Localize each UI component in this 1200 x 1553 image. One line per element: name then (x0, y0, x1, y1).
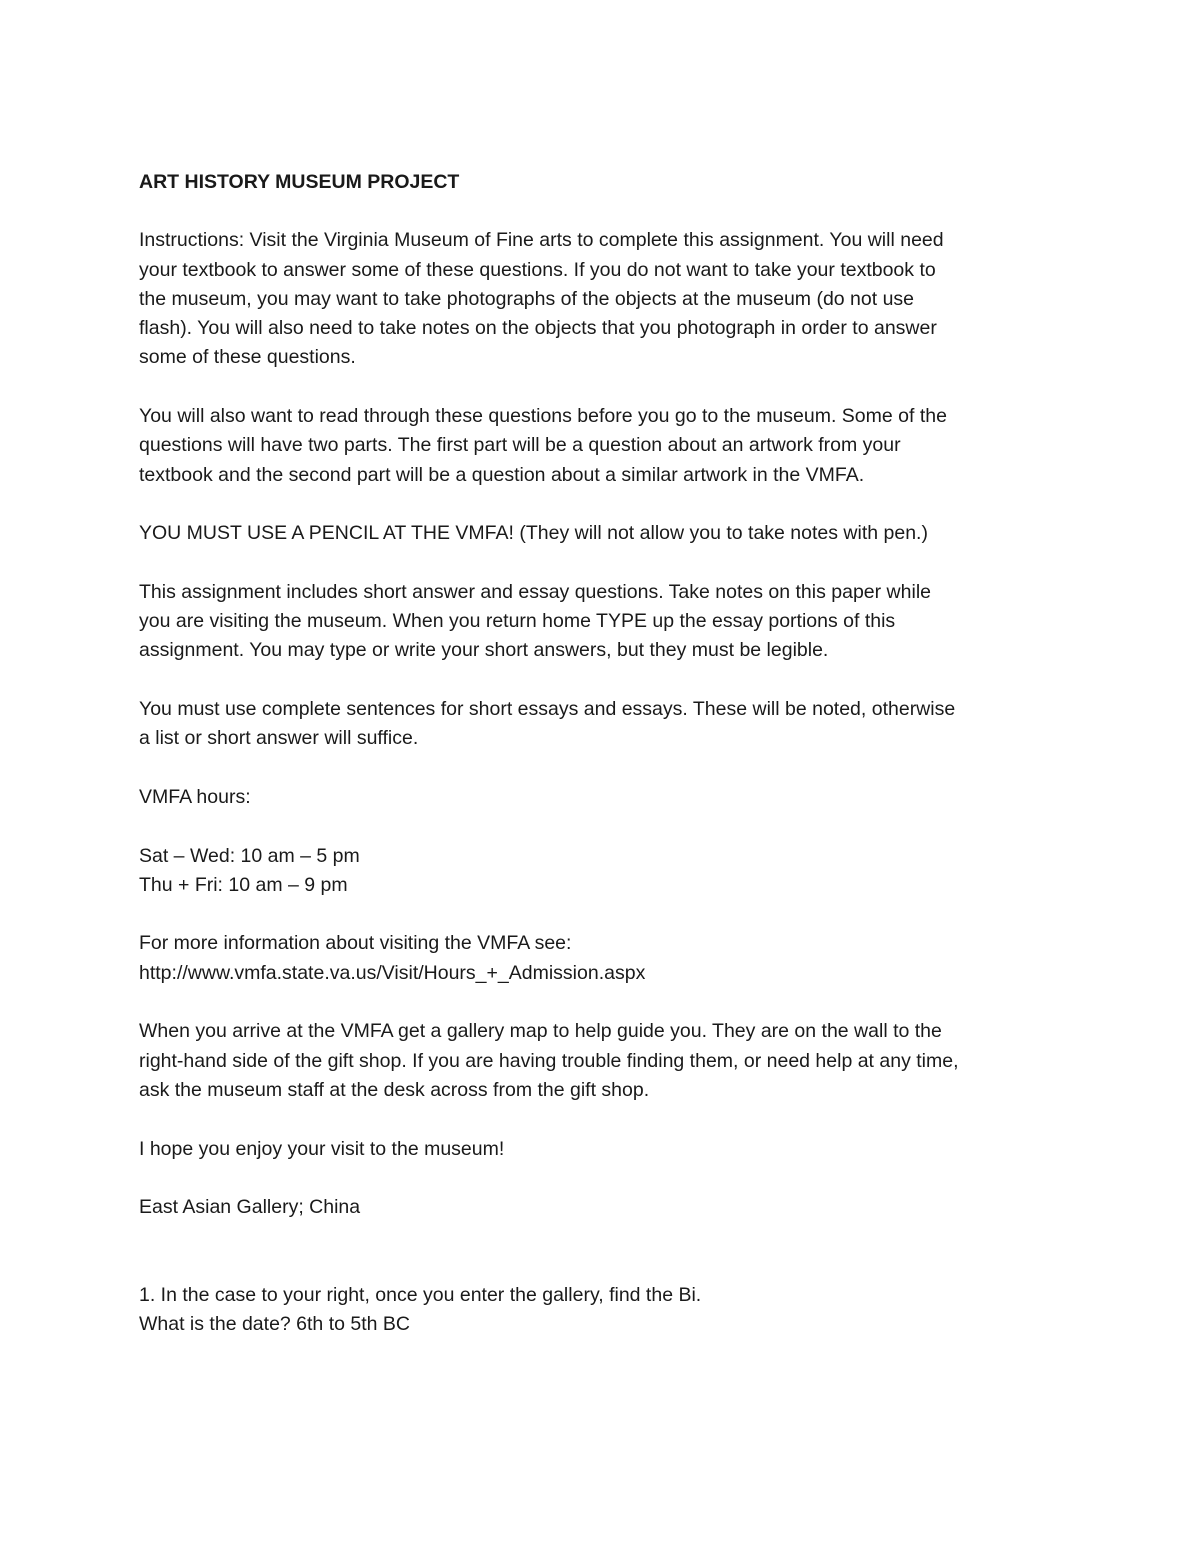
document-content (139, 168, 1069, 1369)
info-paragraph (139, 929, 1069, 988)
hours-line: Thu + Fri: 10 am – 9 pm (139, 873, 348, 896)
enjoy-text: I hope you enjoy your visit to the museum! (139, 1137, 505, 1160)
instructions-paragraph (139, 226, 1069, 372)
text-line: a list or short answer will suffice. (139, 727, 419, 750)
assignment-paragraph (139, 578, 1069, 666)
hours-list (139, 842, 1069, 901)
text-line: assignment. You may type or write your short answers, but they must be legible. (139, 639, 829, 662)
text-line: flash). You will also need to take notes on the objects that you photograph in order to answer (139, 317, 937, 340)
question-1 (139, 1281, 1069, 1340)
text-line: Instructions: Visit the Virginia Museum of Fine arts to complete this assignment. You will need (139, 229, 944, 252)
question-answer: What is the date? 6th to 5th BC (139, 1313, 410, 1336)
hours-line: Sat – Wed: 10 am – 5 pm (139, 844, 360, 867)
text-line: questions will have two parts. The first part will be a question about an artwork from your (139, 434, 901, 457)
text-line: You must use complete sentences for short essays and essays. These will be noted, otherwise (139, 698, 956, 721)
read-paragraph (139, 402, 1069, 490)
arrive-paragraph (139, 1017, 1069, 1105)
hours-heading: VMFA hours: (139, 785, 251, 808)
page-title: ART HISTORY MUSEUM PROJECT (139, 171, 460, 193)
question-text: 1. In the case to your right, once you enter the gallery, find the Bi. (139, 1283, 702, 1306)
sentences-paragraph (139, 695, 1069, 754)
text-line: textbook and the second part will be a question about a similar artwork in the VMFA. (139, 463, 865, 486)
spacer (139, 1252, 1069, 1281)
text-line: the museum, you may want to take photographs of the objects at the museum (do not use (139, 287, 915, 310)
text-line: When you arrive at the VMFA get a gallery map to help guide you. They are on the wall to the (139, 1020, 942, 1043)
text-line: This assignment includes short answer and essay questions. Take notes on this paper while (139, 580, 931, 603)
text-line: right-hand side of the gift shop. If you are having trouble finding them, or need help at any time, (139, 1049, 959, 1072)
text-line: ask the museum staff at the desk across from the gift shop. (139, 1078, 650, 1101)
info-url: http://www.vmfa.state.va.us/Visit/Hours_+_Admission.aspx (139, 961, 646, 984)
text-line: You will also want to read through these questions before you go to the museum. Some of the (139, 405, 947, 428)
text-line: some of these questions. (139, 346, 356, 369)
pencil-note: YOU MUST USE A PENCIL AT THE VMFA! (They will not allow you to take notes with pen.) (139, 522, 928, 545)
info-text: For more information about visiting the VMFA see: (139, 932, 572, 955)
text-line: you are visiting the museum. When you return home TYPE up the essay portions of this (139, 610, 896, 633)
text-line: your textbook to answer some of these questions. If you do not want to take your textbook to (139, 258, 936, 281)
gallery-heading: East Asian Gallery; China (139, 1196, 361, 1219)
